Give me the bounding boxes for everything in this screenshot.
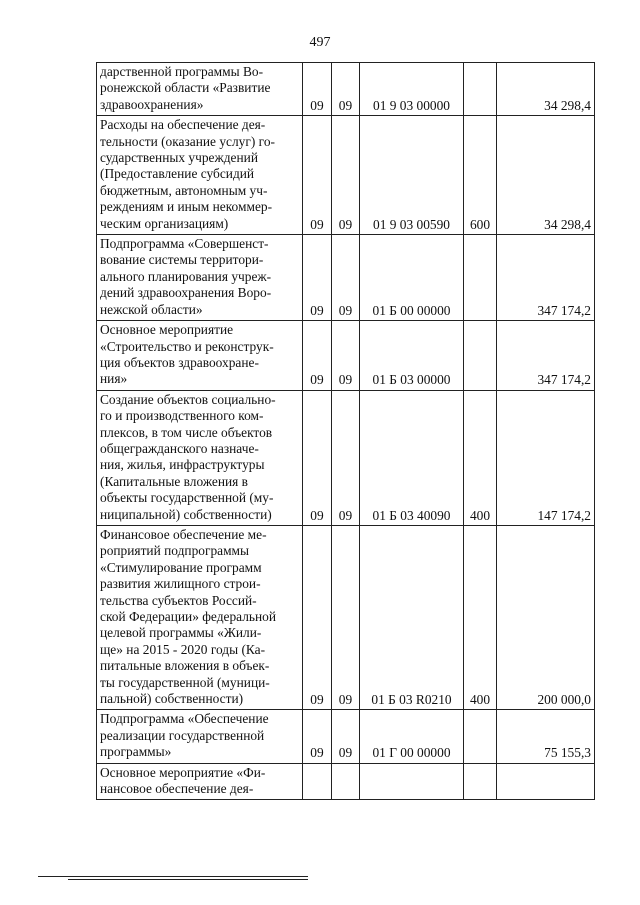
item-name-line: роприятий подпрограммы [100,543,250,559]
item-name-line: бюджетным, автономным уч- [100,182,268,198]
item-name-line: Основное мероприятие «Фи- [100,764,266,780]
item-name-cell [97,763,303,800]
subsection-code-cell: 09 [332,321,360,391]
expense-type-cell: 400 [464,525,497,709]
item-name-line: Подпрограмма «Совершенст- [100,236,269,252]
target-article-cell: 01 Б 03 00000 [360,321,464,391]
amount-cell: 147 174,2 [497,390,595,525]
item-name-line: «Стимулирование программ [100,559,262,575]
expense-type-cell: 400 [464,390,497,525]
subsection-code-cell: 09 [332,525,360,709]
item-name-line: го и производственного ком- [100,408,264,424]
section-code-cell: 09 [303,390,332,525]
expense-type-cell: 600 [464,116,497,235]
item-name-cell [97,710,303,763]
section-code-cell: 09 [303,63,332,116]
item-name-line: реализации государственной [100,727,265,743]
item-name-line: общегражданского назначе- [100,440,259,456]
target-article-cell: 01 Г 00 00000 [360,710,464,763]
item-name-line: реждениям и иным некоммер- [100,199,273,215]
subsection-code-cell: 09 [332,235,360,321]
expense-type-cell [464,710,497,763]
item-name-line: Расходы на обеспечение дея- [100,117,266,133]
item-name-line: ального планирования учреж- [100,268,272,284]
item-name-cell [97,390,303,525]
amount-cell [497,763,595,800]
item-name-line: программы» [100,744,172,760]
amount-cell: 75 155,3 [497,710,595,763]
table-row [97,763,595,800]
item-name-line: пальной) собственности) [100,691,244,707]
item-name-line: ческим организациям) [100,215,229,231]
target-article-cell: 01 9 03 00590 [360,116,464,235]
item-name-line: объекты государственной (му- [100,490,274,506]
expense-type-cell [464,235,497,321]
expense-type-cell [464,321,497,391]
item-name-line: ще» на 2015 - 2020 годы (Ка- [100,641,266,657]
item-name-cell [97,63,303,116]
item-name-line: Основное мероприятие [100,322,234,338]
section-code-cell: 09 [303,525,332,709]
item-name-line: Создание объектов социально- [100,391,276,407]
item-name-line: дений здравоохранения Воро- [100,285,272,301]
amount-cell: 200 000,0 [497,525,595,709]
item-name-cell [97,116,303,235]
item-name-line: дарственной программы Во- [100,64,264,79]
item-name-line: Подпрограмма «Обеспечение [100,711,269,727]
target-article-cell: 01 Б 03 R0210 [360,525,464,709]
expense-type-cell [464,763,497,800]
item-name-line: ты государственной (муници- [100,674,270,690]
table-row [97,710,595,763]
item-name-line: Финансовое обеспечение ме- [100,526,267,542]
item-name-line: сударственных учреждений [100,150,258,166]
footer-rule-second [68,879,308,880]
section-code-cell [303,763,332,800]
amount-cell: 34 298,4 [497,63,595,116]
target-article-cell: 01 9 03 00000 [360,63,464,116]
item-name-line: (Капитальные вложения в [100,473,249,489]
item-name-line: вование системы территори- [100,252,264,268]
amount-cell: 347 174,2 [497,321,595,391]
budget-table-body [97,63,595,800]
subsection-code-cell: 09 [332,710,360,763]
table-row [97,390,595,525]
item-name-line: ской Федерации» федеральной [100,609,277,624]
item-name-line: ния» [100,371,128,387]
subsection-code-cell: 09 [332,63,360,116]
table-row [97,525,595,709]
subsection-code-cell [332,763,360,800]
item-name-line: тельства субъектов Россий- [100,592,257,608]
item-name-line: плексов, в том числе объектов [100,424,273,440]
target-article-cell: 01 Б 00 00000 [360,235,464,321]
item-name-cell [97,525,303,709]
page-number: 497 [309,35,331,50]
section-code-cell: 09 [303,116,332,235]
item-name-line: питальные вложения в объек- [100,658,270,674]
item-name-line: ция объектов здравоохране- [100,354,259,370]
section-code-cell: 09 [303,235,332,321]
subsection-code-cell: 09 [332,390,360,525]
item-name-line: ния, жилья, инфраструктуры [100,457,265,473]
section-code-cell: 09 [303,710,332,763]
item-name-line: нежской области» [100,301,203,317]
table-row [97,235,595,321]
item-name-line: тельности (оказание услуг) го- [100,133,275,149]
target-article-cell [360,763,464,800]
item-name-line: ронежской области «Развитие [100,80,271,96]
item-name-line: «Строительство и реконструк- [100,338,274,354]
item-name-line: ниципальной) собственности) [100,506,272,522]
amount-cell: 34 298,4 [497,116,595,235]
section-code-cell: 09 [303,321,332,391]
item-name-line: здравоохранения» [100,96,204,112]
item-name-line: развития жилищного строи- [100,576,261,592]
table-row [97,63,595,116]
target-article-cell: 01 Б 03 40090 [360,390,464,525]
item-name-cell [97,235,303,321]
table-row [97,116,595,235]
item-name-line: целевой программы «Жили- [100,625,262,641]
footer-rule [38,876,308,877]
item-name-cell [97,321,303,391]
table-row [97,321,595,391]
item-name-line: (Предоставление субсидий [100,166,255,182]
budget-table [96,62,595,800]
amount-cell: 347 174,2 [497,235,595,321]
expense-type-cell [464,63,497,116]
subsection-code-cell: 09 [332,116,360,235]
item-name-line: нансовое обеспечение дея- [100,781,254,797]
